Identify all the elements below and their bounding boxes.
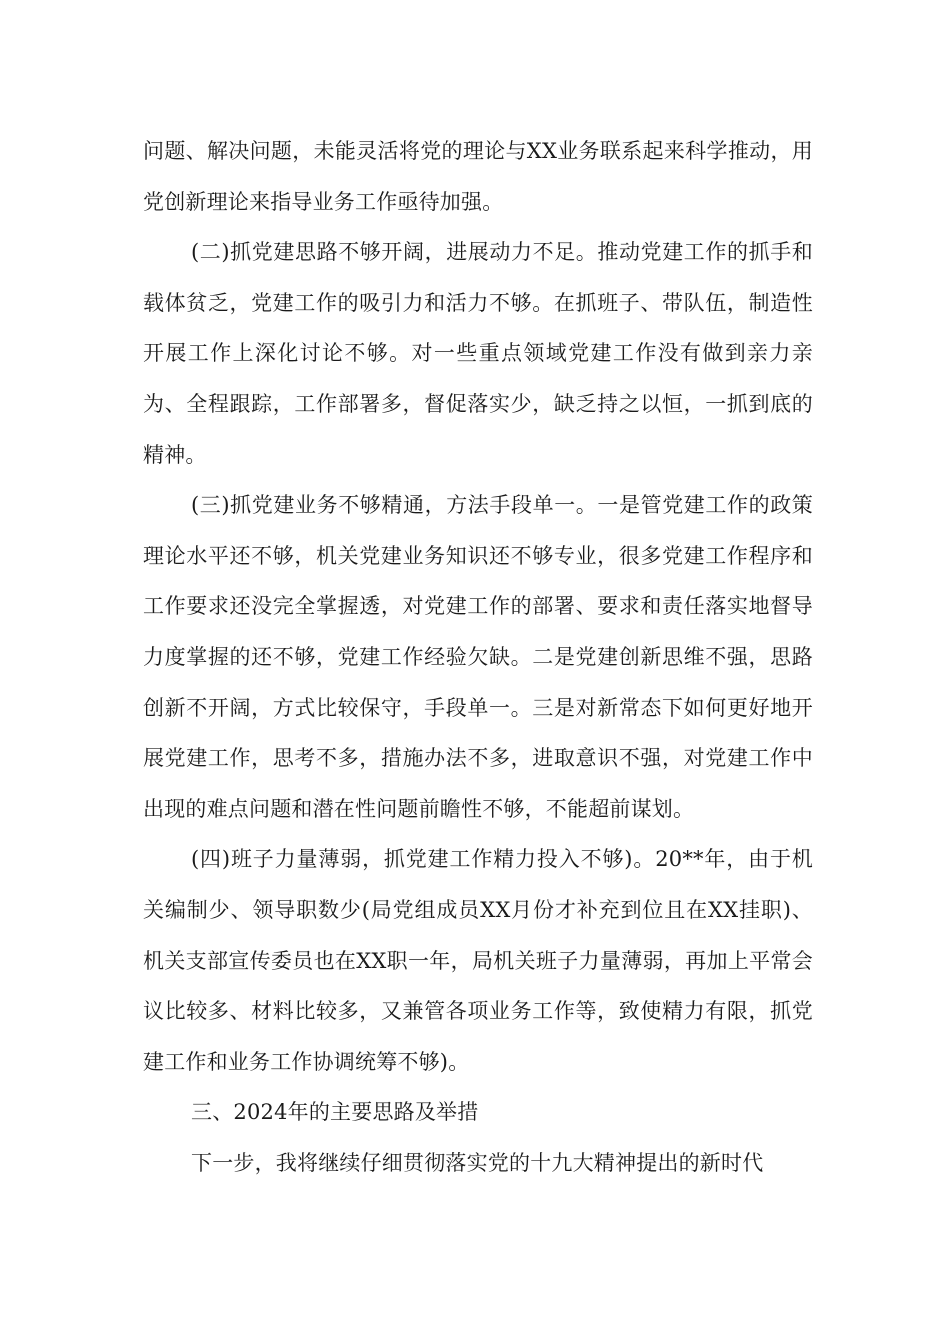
paragraph-section-3: (三)抓党建业务不够精通，方法手段单一。一是管党建工作的政策理论水平还不够，机关党建业务知识还不够专业，很多党建工作程序和工作要求还没完全掌握透，对党建工作的部署、要求和责任落实地督导力度掌握的还不够，党建工作经验欠缺。二是党建创新思维不强，思路创新不开阔，方式比较保守，手段单一。三是对新常态下如何更好地开展党建工作，思考不多，措施办法不多，进取意识不强，对党建工作中出现的难点问题和潜在性问题前瞻性不够，不能超前谋划。 <box>143 493 813 821</box>
paragraph-section-2: (二)抓党建思路不够开阔，进展动力不足。推动党建工作的抓手和载体贫乏，党建工作的吸引力和活力不够。在抓班子、带队伍，制造性开展工作上深化讨论不够。对一些重点领域党建工作没有做到亲力亲为、全程跟踪，工作部署多，督促落实少，缺乏持之以恒，一抓到底的精神。 <box>143 240 813 467</box>
paragraph-next-step: 下一步，我将继续仔细贯彻落实党的十九大精神提出的新时代 <box>191 1150 764 1175</box>
paragraph-section-4: (四)班子力量薄弱，抓党建工作精力投入不够)。20**年，由于机关编制少、领导职数少(局党组成员XX月份才补充到位且在XX挂职)、机关支部宣传委员也在XX职一年，局机关班子力量薄弱，再加上平常会议比较多、材料比较多，又兼管各项业务工作等，致使精力有限，抓党建工作和业务工作协调统筹不够)。 <box>143 847 813 1074</box>
section-heading: 三、2024年的主要思路及举措 <box>191 1100 479 1125</box>
paragraph-continuation: 问题、解决问题，未能灵活将党的理论与XX业务联系起来科学推动，用党创新理论来指导业务工作亟待加强。 <box>143 139 813 214</box>
document-body <box>143 126 813 1188</box>
